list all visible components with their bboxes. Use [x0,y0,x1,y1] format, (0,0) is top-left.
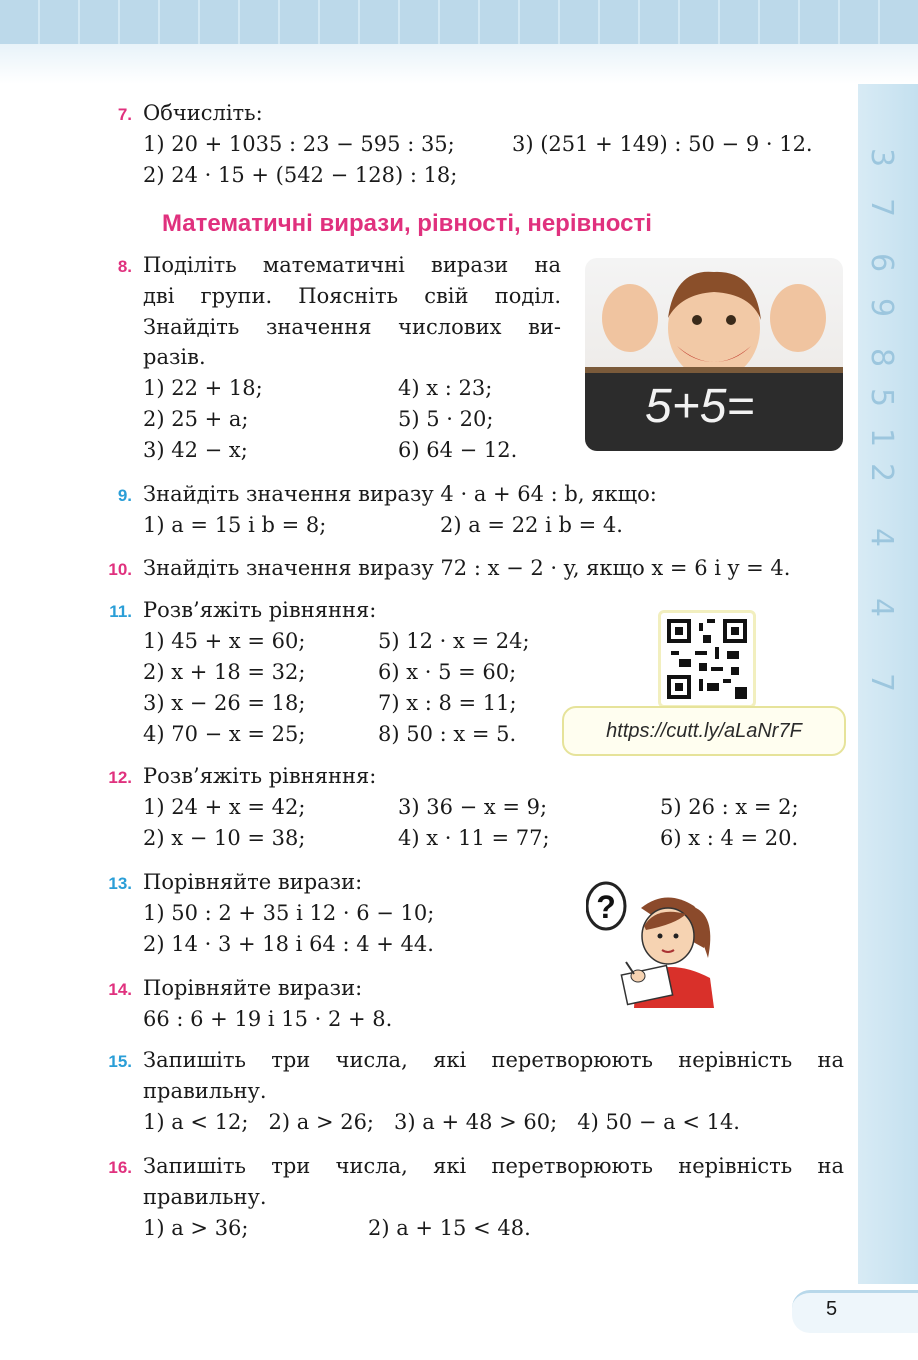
exercise-text: правильну. [143,1185,267,1209]
exercise-text: Запишіть три числа, які перетворюють нерівність на [143,1154,844,1178]
exercise-text: Розв’яжіть рівняння: [143,598,377,622]
exercise-text: 2) a + 15 < 48. [368,1216,531,1240]
exercise-text: 5) 12 · x = 24; [378,629,530,653]
exercise-number: 12. [108,768,132,787]
side-digit: 8 [864,347,900,368]
exercise-number: 13. [108,874,132,893]
thinking-girl-illustration [586,878,721,1008]
side-digit: 5 [864,387,900,408]
exercise-text: 1) 22 + 18; [143,376,263,400]
exercise-text: 2) x + 18 = 32; [143,660,306,684]
exercise-text: 1) 45 + x = 60; [143,629,306,653]
exercise-text: 6) x · 5 = 60; [378,660,517,684]
page-number-tab [792,1290,918,1333]
exercise-number: 8. [117,257,132,276]
side-digit: 3 [864,147,900,168]
exercise-text: Поділіть математичні вирази на [143,253,561,277]
qr-link[interactable]: https://cutt.ly/aLaNr7F [562,706,846,756]
side-digit: 2 [864,462,900,483]
exercise-text: 5) 5 · 20; [398,407,494,431]
exercise-text: 2) 25 + a; [143,407,249,431]
qr-pattern [667,619,747,699]
exercise-text: 2) a = 22 і b = 4. [440,513,623,537]
exercise-text: 4) x : 23; [398,376,493,400]
exercise-text: Обчисліть: [143,101,263,125]
exercise-text: 1) 20 + 1035 : 23 − 595 : 35; [143,132,455,156]
exercise-text: 1) a = 15 і b = 8; [143,513,327,537]
exercise-text: 3) x − 26 = 18; [143,691,306,715]
exercise-text: 66 : 6 + 19 і 15 · 2 + 8. [143,1007,393,1031]
exercise-text: 1) 24 + x = 42; [143,795,306,819]
exercise-number: 11. [109,602,132,621]
exercise-text: Знайдіть значення виразу 4 · a + 64 : b, якщо: [143,482,657,506]
question-mark: ? [596,889,616,925]
exercise-text: 8) 50 : x = 5. [378,722,517,746]
exercise-text: 6) 64 − 12. [398,438,518,462]
page-number: 5 [826,1298,838,1320]
exercise-text: разів. [143,345,206,369]
exercise-text: 3) 42 − x; [143,438,248,462]
exercise-text: Знайдіть значення числових ви- [143,315,561,339]
exercise-text: правильну. [143,1079,267,1103]
exercise-text: 5) 26 : x = 2; [660,795,799,819]
exercise-text: Розв’яжіть рівняння: [143,764,377,788]
side-digit: 4 [864,597,900,618]
exercise-text: 6) x : 4 = 20. [660,826,799,850]
chalkboard [585,367,843,451]
exercise-text: 2) 14 · 3 + 18 і 64 : 4 + 44. [143,932,434,956]
side-digit: 6 [864,252,900,273]
side-digit: 9 [864,297,900,318]
chalkboard-text: 5+5= [645,380,755,433]
girl-drawing [586,878,721,1008]
exercise-text: дві групи. Поясніть свій поділ. [143,284,561,308]
exercise-text: 7) x : 8 = 11; [378,691,517,715]
exercise-text: 2) x − 10 = 38; [143,826,306,850]
exercise-number: 16. [108,1158,132,1177]
side-digit: 1 [864,427,900,448]
exercise-text: 1) a < 12; 2) a > 26; 3) a + 48 > 60; 4) 50 − a < 14. [143,1110,740,1134]
exercise-number: 9. [117,486,132,505]
exercise-text: 4) x · 11 = 77; [398,826,550,850]
exercise-number: 10. [108,560,132,579]
exercise-text: 2) 24 · 15 + (542 − 128) : 18; [143,163,458,187]
exercise-text: Порівняйте вирази: [143,976,363,1000]
exercise-text: Знайдіть значення виразу 72 : x − 2 · y, якщо x = 6 і y = 4. [143,556,791,580]
exercise-text: Порівняйте вирази: [143,870,363,894]
exercise-text: 1) a > 36; [143,1216,249,1240]
exercise-number: 7. [117,105,132,124]
exercise-number: 15. [108,1052,132,1071]
side-digit: 7 [864,672,900,693]
side-digit: 4 [864,527,900,548]
exercise-text: 1) 50 : 2 + 35 і 12 · 6 − 10; [143,901,435,925]
section-heading: Математичні вирази, рівності, нерівності [162,210,652,237]
exercise-text: Запишіть три числа, які перетворюють нерівність на [143,1048,844,1072]
exercise-text: 4) 70 − x = 25; [143,722,306,746]
side-digit: 7 [864,197,900,218]
qr-code[interactable] [658,610,756,708]
exercise-text: 3) (251 + 149) : 50 − 9 · 12. [512,132,813,156]
child-photo [585,258,843,451]
exercise-text: 3) 36 − x = 9; [398,795,548,819]
exercise-number: 14. [108,980,132,999]
